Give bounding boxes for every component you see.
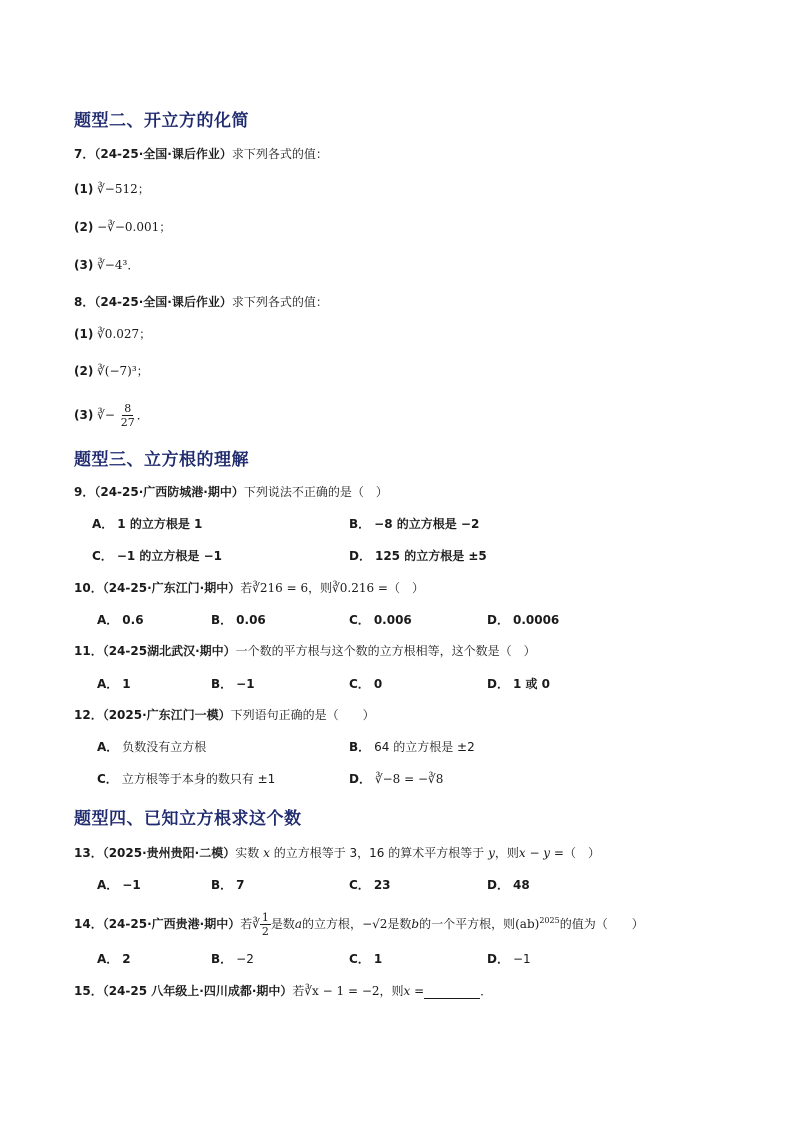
punctuation: ； (137, 182, 150, 196)
q8-part-1 (74, 326, 151, 342)
question-source: （24-25·广东江门·期中） (102, 581, 241, 595)
option-text: 48 (512, 878, 530, 892)
part-label: (3) (74, 258, 94, 272)
q10-option-c[interactable] (349, 612, 412, 628)
option-text: 负数没有立方根 (122, 740, 207, 754)
option-text: 125 的立方根是 ±5 (374, 549, 487, 563)
question-number: 15． (74, 984, 103, 998)
question-text: 一个数的平方根与这个数的立方根相等，这个数是（ ） (235, 644, 536, 658)
q13-option-c[interactable] (349, 877, 391, 893)
option-text: 23 (373, 878, 391, 892)
question-source: （24-25·全国·课后作业） (94, 295, 232, 309)
q7-part-2 (74, 219, 171, 235)
option-text: 0.06 (236, 613, 266, 627)
question-text: （ ） (563, 846, 600, 860)
cube-root-symbol: ∛ (97, 408, 105, 422)
q12-option-c[interactable] (97, 771, 275, 787)
part-label: (2) (74, 220, 94, 234)
exponent: 2025 (539, 916, 560, 925)
question-text: 若 (292, 984, 305, 998)
option-letter: A． (97, 613, 119, 627)
question-text: 下列说法不正确的是（ ） (243, 485, 388, 499)
punctuation: ． (127, 258, 140, 272)
option-letter: A． (97, 677, 119, 691)
q13-option-a[interactable] (97, 877, 141, 893)
expression: −√2 (362, 917, 388, 931)
q9-option-d[interactable] (349, 548, 487, 564)
question-text: 的一个平方根，则 (419, 917, 516, 931)
option-letter: A． (92, 517, 114, 531)
q14-option-a[interactable] (97, 951, 131, 967)
option-letter: B． (211, 613, 233, 627)
option-letter: B． (211, 952, 233, 966)
question-14 (74, 904, 644, 941)
expression: (ab) (515, 917, 540, 931)
expression: x = (403, 984, 425, 998)
q12-option-a[interactable] (97, 739, 206, 755)
option-text: 2 (122, 952, 131, 966)
section-title-4: 题型四、已知立方根求这个数 (74, 809, 302, 829)
option-text: −1 (122, 878, 141, 892)
option-text: 0 (373, 677, 383, 691)
option-text: 1 或 0 (512, 677, 551, 691)
question-source: （24-25·广西贵港·期中） (102, 917, 241, 931)
q8-part-2 (74, 363, 149, 379)
question-9 (74, 484, 388, 500)
cube-root-expression: ∛x − 1 = −2 (304, 984, 380, 998)
fraction (260, 911, 271, 938)
option-letter: B． (211, 878, 233, 892)
option-text: 7 (236, 878, 245, 892)
punctuation: ； (159, 220, 172, 234)
variable-b: b (411, 917, 420, 931)
option-text: 0.006 (373, 613, 412, 627)
q8-part-3 (74, 398, 149, 432)
punctuation: ． (480, 984, 493, 998)
cube-root-symbol: ∛ (252, 917, 260, 931)
option-text: ∛−8 = −∛8 (374, 772, 444, 786)
part-label: (2) (74, 364, 94, 378)
minus-sign: − (104, 408, 115, 422)
option-letter: C． (92, 549, 113, 563)
expression: x − y = (518, 846, 564, 860)
question-number: 13． (74, 846, 103, 860)
variable-y: y (488, 846, 495, 860)
cube-root-expression: −∛−0.001 (97, 220, 160, 234)
option-letter: B． (349, 740, 371, 754)
option-text: 1 的立方根是 1 (117, 517, 203, 531)
cube-root-expression: ∛(−7)³ (97, 364, 137, 378)
option-text: −1 (512, 952, 531, 966)
question-number: 7． (74, 147, 95, 161)
cube-root-expression: ∛−512 (97, 182, 138, 196)
q11-option-c[interactable] (349, 676, 382, 692)
cube-root-expression: ∛216 = 6 (252, 581, 309, 595)
q14-option-c[interactable] (349, 951, 382, 967)
question-source: （2025·广东江门一模） (102, 708, 231, 722)
question-text: 求下列各式的值： (231, 147, 328, 161)
fraction-denominator: 27 (120, 416, 135, 429)
option-letter: B． (349, 517, 371, 531)
question-text: 若 (240, 917, 253, 931)
option-text: 立方根等于本身的数只有 ±1 (121, 772, 276, 786)
question-10 (74, 580, 424, 596)
q10-option-b[interactable] (211, 612, 266, 628)
option-letter: D． (349, 772, 371, 786)
question-text: ，则 (494, 846, 519, 860)
option-text: −1 的立方根是 −1 (116, 549, 222, 563)
question-number: 14． (74, 917, 103, 931)
option-letter: C． (349, 677, 370, 691)
option-text: −8 的立方根是 −2 (374, 517, 480, 531)
q14-option-b[interactable] (211, 951, 254, 967)
cube-root-expression: ∛0.216 = (332, 581, 388, 595)
question-number: 10． (74, 581, 103, 595)
q13-option-d[interactable] (487, 877, 530, 893)
punctuation: ； (136, 364, 149, 378)
q12-option-d[interactable] (349, 771, 443, 787)
q9-option-b[interactable] (349, 516, 479, 532)
question-text: ，则 (308, 581, 333, 595)
q11-option-d[interactable] (487, 676, 550, 692)
question-number: 8． (74, 295, 95, 309)
option-text: 0.0006 (512, 613, 560, 627)
section-title-3: 题型三、立方根的理解 (74, 450, 249, 470)
option-letter: A． (97, 878, 119, 892)
part-label: (1) (74, 327, 94, 341)
question-text: （ ） (387, 581, 424, 595)
option-letter: C． (97, 772, 118, 786)
q11-option-b[interactable] (211, 676, 255, 692)
variable-x: x (263, 846, 270, 860)
question-8 (74, 294, 328, 310)
question-12 (74, 707, 375, 723)
q14-option-d[interactable] (487, 951, 531, 967)
option-letter: D． (487, 677, 509, 691)
question-text: 若 (240, 581, 253, 595)
question-11 (74, 643, 536, 659)
question-15 (74, 983, 492, 999)
q11-option-a[interactable] (97, 676, 131, 692)
q7-part-3 (74, 257, 139, 273)
q9-option-c[interactable] (92, 548, 222, 564)
question-source: （2025·贵州贵阳·二模） (102, 846, 236, 860)
punctuation: ． (136, 408, 149, 422)
option-text: 64 的立方根是 ±2 (374, 740, 475, 754)
punctuation: ； (139, 327, 152, 341)
q13-option-b[interactable] (211, 877, 245, 893)
option-letter: C． (349, 878, 370, 892)
question-number: 12． (74, 708, 103, 722)
section-title-2: 题型二、开立方的化简 (74, 111, 249, 131)
question-text: 下列语句正确的是（ ） (230, 708, 375, 722)
question-source: （24-25湖北武汉·期中） (102, 644, 236, 658)
question-source: （24-25·全国·课后作业） (94, 147, 232, 161)
fraction-numerator: 8 (124, 402, 132, 415)
option-letter: C． (349, 613, 370, 627)
option-letter: D． (487, 613, 509, 627)
fraction-denominator: 2 (261, 925, 269, 938)
option-text: −2 (236, 952, 254, 966)
option-letter: B． (211, 677, 233, 691)
question-source: （24-25·广西防城港·期中） (94, 485, 244, 499)
question-number: 11． (74, 644, 103, 658)
question-text: 实数 (235, 846, 260, 860)
answer-blank[interactable] (424, 986, 480, 999)
question-text: ，则 (379, 984, 404, 998)
part-label: (3) (74, 408, 94, 422)
question-text: 的立方根， (302, 917, 363, 931)
cube-root-expression: ∛−4³ (97, 258, 128, 272)
option-text: 0.6 (122, 613, 144, 627)
q9-option-a[interactable] (92, 516, 202, 532)
option-letter: C． (349, 952, 370, 966)
option-text: −1 (236, 677, 255, 691)
question-source: （24-25 八年级上·四川成都·期中） (102, 984, 293, 998)
variable-a: a (294, 917, 303, 931)
option-letter: D． (487, 878, 509, 892)
fraction (119, 402, 137, 429)
option-letter: A． (97, 740, 119, 754)
option-text: 1 (373, 952, 383, 966)
question-text: 的立方根等于 3，16 的算术平方根等于 (273, 846, 485, 860)
option-text: 1 (122, 677, 131, 691)
q7-part-1 (74, 181, 150, 197)
question-7 (74, 146, 328, 162)
question-text: 是数 (270, 917, 295, 931)
cube-root-expression: ∛0.027 (97, 327, 140, 341)
part-label: (1) (74, 182, 94, 196)
q10-option-a[interactable] (97, 612, 144, 628)
option-letter: A． (97, 952, 119, 966)
question-text: 是数 (387, 917, 412, 931)
question-13 (74, 845, 600, 861)
question-text: 求下列各式的值： (231, 295, 328, 309)
question-number: 9． (74, 485, 95, 499)
q12-option-b[interactable] (349, 739, 475, 755)
q10-option-d[interactable] (487, 612, 559, 628)
option-letter: D． (487, 952, 509, 966)
fraction-numerator: 1 (261, 911, 269, 924)
option-letter: D． (349, 549, 371, 563)
question-text: 的值为（ ） (559, 917, 644, 931)
